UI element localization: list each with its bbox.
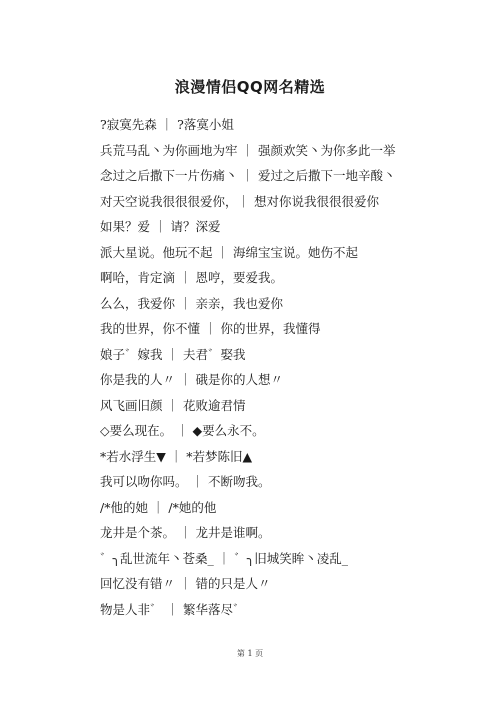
- nickname-line: 兵荒马乱丶为你画地为牢 ｜ 强颜欢笑丶为你多此一举: [100, 142, 396, 158]
- nickname-line: *若水浮生▼ ｜ *若梦陈旧▲: [100, 448, 253, 464]
- nickname-line: 我的世界，你不懂 ｜ 你的世界，我懂得: [100, 321, 321, 336]
- nickname-line: 派大星说。他玩不起 ｜ 海绵宝宝说。她伤不起: [100, 244, 358, 260]
- nickname-line: 如果？爱 ｜ 请？深爱: [100, 219, 221, 234]
- nickname-line: 龙井是个茶。 ｜ 龙井是谁啊。: [100, 525, 271, 540]
- page-number: 第 1 页: [236, 649, 264, 658]
- nickname-line: 对天空说我很很很爱你，｜ 想对你说我很很很爱你: [100, 193, 379, 209]
- nickname-line: 物是人非゛ ｜ 繁华落尽゛: [100, 601, 246, 617]
- nickname-list: [100, 116, 430, 626]
- nickname-line: 回忆没有错〃 ｜ 错的只是人〃: [100, 576, 271, 591]
- nickname-line: ゛╮乱世流年丶苍桑_ ｜ ゛╮旧城笑眸丶凌乱_: [100, 550, 348, 566]
- nickname-line: 你是我的人〃 ｜ 硪是你的人想〃: [100, 372, 283, 387]
- nickname-line: ?寂寞先森 ｜ ?落寞小姐: [100, 117, 234, 132]
- nickname-line: ◇要么现在。 ｜ ◆要么永不。: [100, 423, 265, 438]
- nickname-line: /*他的她 ｜ /*她的他: [100, 499, 217, 515]
- nickname-line: 么么，我爱你 ｜ 亲亲，我也爱你: [100, 295, 283, 311]
- document-title: 浪漫情侣QQ网名精选: [174, 78, 326, 96]
- nickname-line: 我可以吻你吗。 ｜ 不断吻我。: [100, 474, 271, 489]
- nickname-line: 啊哈，肯定滴 ｜ 恩哼，要爱我。: [100, 270, 283, 285]
- nickname-line: 念过之后撒下一片伤痛丶 ｜ 爱过之后撒下一地辛酸丶: [100, 168, 396, 183]
- nickname-line: 风飞画旧颜 ｜ 花败逾君情: [100, 397, 246, 413]
- nickname-line: 娘子゛嫁我 ｜ 夫君゛娶我: [100, 346, 246, 362]
